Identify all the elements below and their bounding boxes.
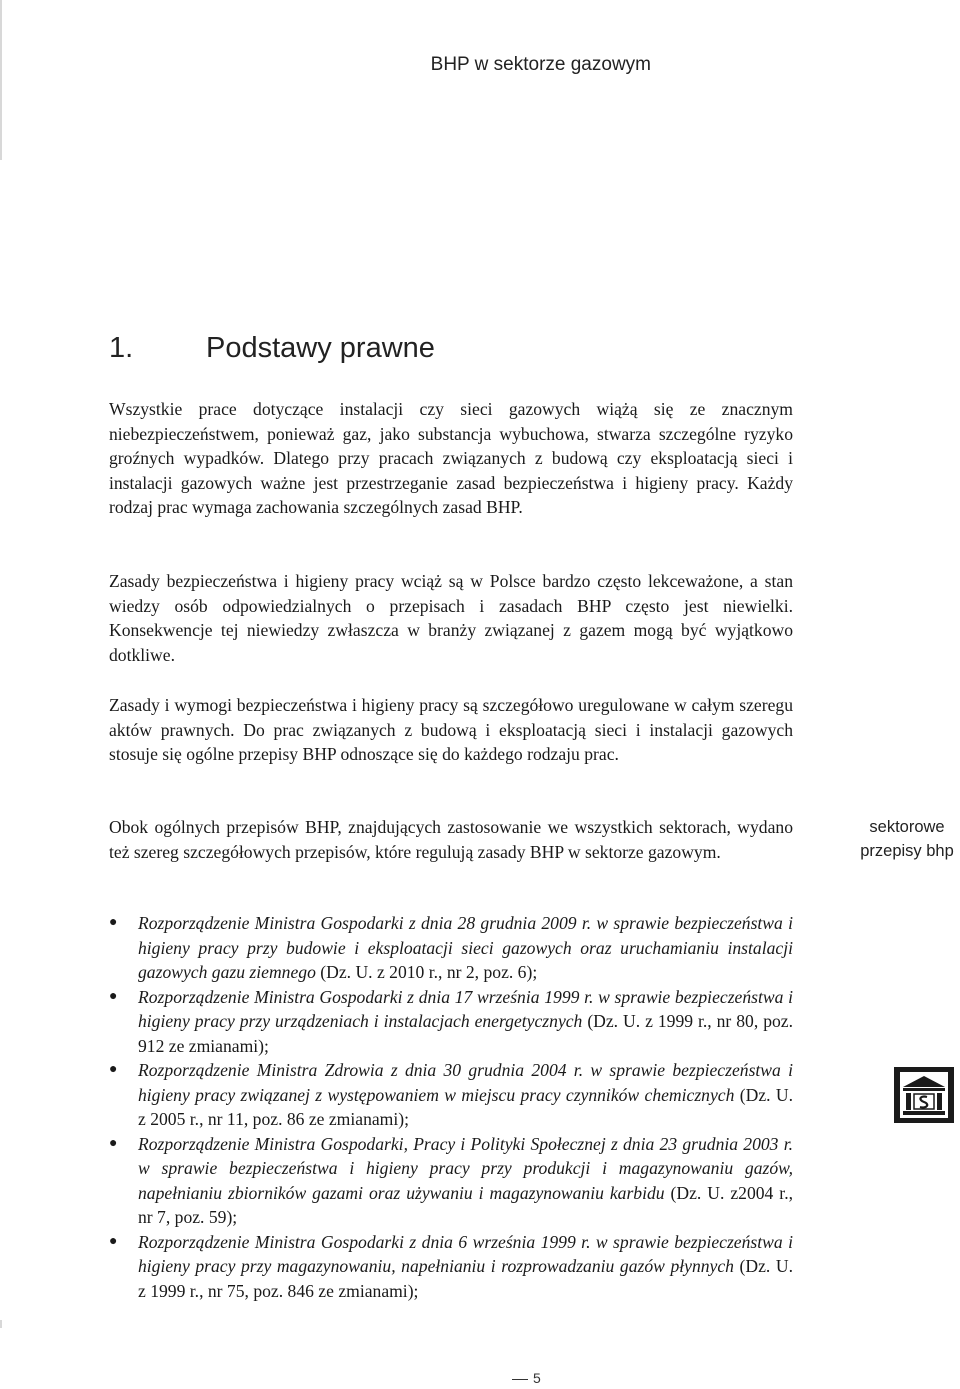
regulation-title: Rozporządzenie Ministra Gospodarki z dnia 17 września 1999 r. w sprawie bezpieczeństwa i higieny pracy przy urządzeniach i instalacjach energetycznych (138, 986, 793, 1031)
bullet-icon: ● (109, 915, 118, 930)
regulation-item (109, 985, 793, 1059)
margin-note-line-2: przepisy bhp (860, 842, 954, 860)
regulation-citation: (Dz. U. z 1999 r., nr 80, poz. 912 ze zmianami); (138, 1011, 793, 1056)
paragraph-awareness: Zasady bezpieczeństwa i higieny pracy wciąż są w Polsce bardzo często lekceważone, a stan wiedzy osób odpowiedzialnych o przepisach i zasadach BHP często jest niewielki. Konsekwencje tej niewiedzy zwłaszcza w branży związanej z gazem mogą być wyjątkowo dotkliwe. (109, 571, 793, 665)
page-edge-mark (0, 0, 2, 160)
bullet-icon: ● (109, 1135, 118, 1151)
regulation-item (109, 1058, 793, 1132)
regulation-title: Rozporządzenie Ministra Zdrowia z dnia 30 grudnia 2004 r. w sprawie bezpieczeństwa i higieny pracy związanej z występowaniem w miejscu pracy czynników chemicznych (138, 1060, 793, 1105)
page-edge-mark (0, 1320, 2, 1328)
regulation-citation: (Dz. U. z2004 r., nr 7, poz. 59); (138, 1182, 793, 1227)
regulation-citation: (Dz. U. z 1999 r., nr 75, poz. 846 ze zmianami); (138, 1256, 793, 1301)
paragraph-intro: Wszystkie prace dotyczące instalacji czy sieci gazowych wiążą się ze znacznym niebezpieczeństwem, ponieważ gaz, jako substancja wybuchowa, stwarza szczególne ryzyko groźnych wypadków. Dlatego przy pracach związanych z budową czy eksploatacją sieci i instalacji gazowych ważne jest przestrzeganie zasad bezpieczeństwa i higieny pracy. Każdy rodzaj prac wymaga zachowania szczególnych zasad BHP. (109, 399, 793, 517)
regulation-title: Rozporządzenie Ministra Gospodarki z dnia 28 grudnia 2009 r. w sprawie bezpieczeństwa i higieny pracy przy budowie i eksploatacji sieci gazowych oraz uruchamianiu instalacji gazowych gazu ziemnego (138, 913, 793, 982)
section-title: Podstawy prawne (206, 332, 435, 364)
regulation-citation: (Dz. U. z 2010 r., nr 2, poz. 6); (315, 962, 538, 982)
regulation-title: Rozporządzenie Ministra Gospodarki z dnia 6 września 1999 r. w sprawie bezpieczeństwa i higieny pracy przy magazynowaniu, napełnianiu i rozprowadzaniu gazów płynnych (138, 1231, 793, 1276)
bullet-icon: ● (109, 1062, 118, 1077)
paragraph-regulations: Zasady i wymogi bezpieczeństwa i higieny pracy są szczegółowo uregulowane w całym szeregu aktów prawnych. Do prac związanych z budową i eksploatacją sieci i instalacji gazowych stosuje się ogólne przepisy BHP odnoszące się do każdego rodzaju prac. (109, 695, 793, 764)
margin-note (848, 815, 960, 863)
bullet-icon: ● (109, 1233, 118, 1249)
section-heading (109, 332, 435, 365)
regulation-citation: (Dz. U. z 2005 r., nr 11, poz. 86 ze zmianami); (138, 1084, 793, 1129)
law-building-icon (894, 1067, 954, 1128)
regulation-item (109, 1132, 793, 1230)
margin-note-line-1: sektorowe (869, 818, 945, 836)
section-number: 1. (109, 332, 134, 364)
page-number: 5 (512, 1370, 541, 1386)
paragraph-sector-rules: Obok ogólnych przepisów BHP, znajdujących zastosowanie we wszystkich sektorach, wydano też szereg szczegółowych przepisów, które regulują zasady BHP w sektorze gazowym. (109, 817, 793, 862)
regulation-title: Rozporządzenie Ministra Gospodarki, Pracy i Polityki Społecznej z dnia 23 grudnia 2003 r. w sprawie bezpieczeństwa i higieny pracy przy produkcji i magazynowaniu gazów, napełnianiu zbiorników gazami oraz używaniu i magazynowaniu karbidu (138, 1133, 793, 1203)
regulation-list (109, 911, 793, 1303)
regulation-item (109, 1230, 793, 1304)
regulation-item (109, 911, 793, 985)
running-header: BHP w sektorze gazowym (430, 54, 651, 75)
bullet-icon: ● (109, 988, 118, 1004)
